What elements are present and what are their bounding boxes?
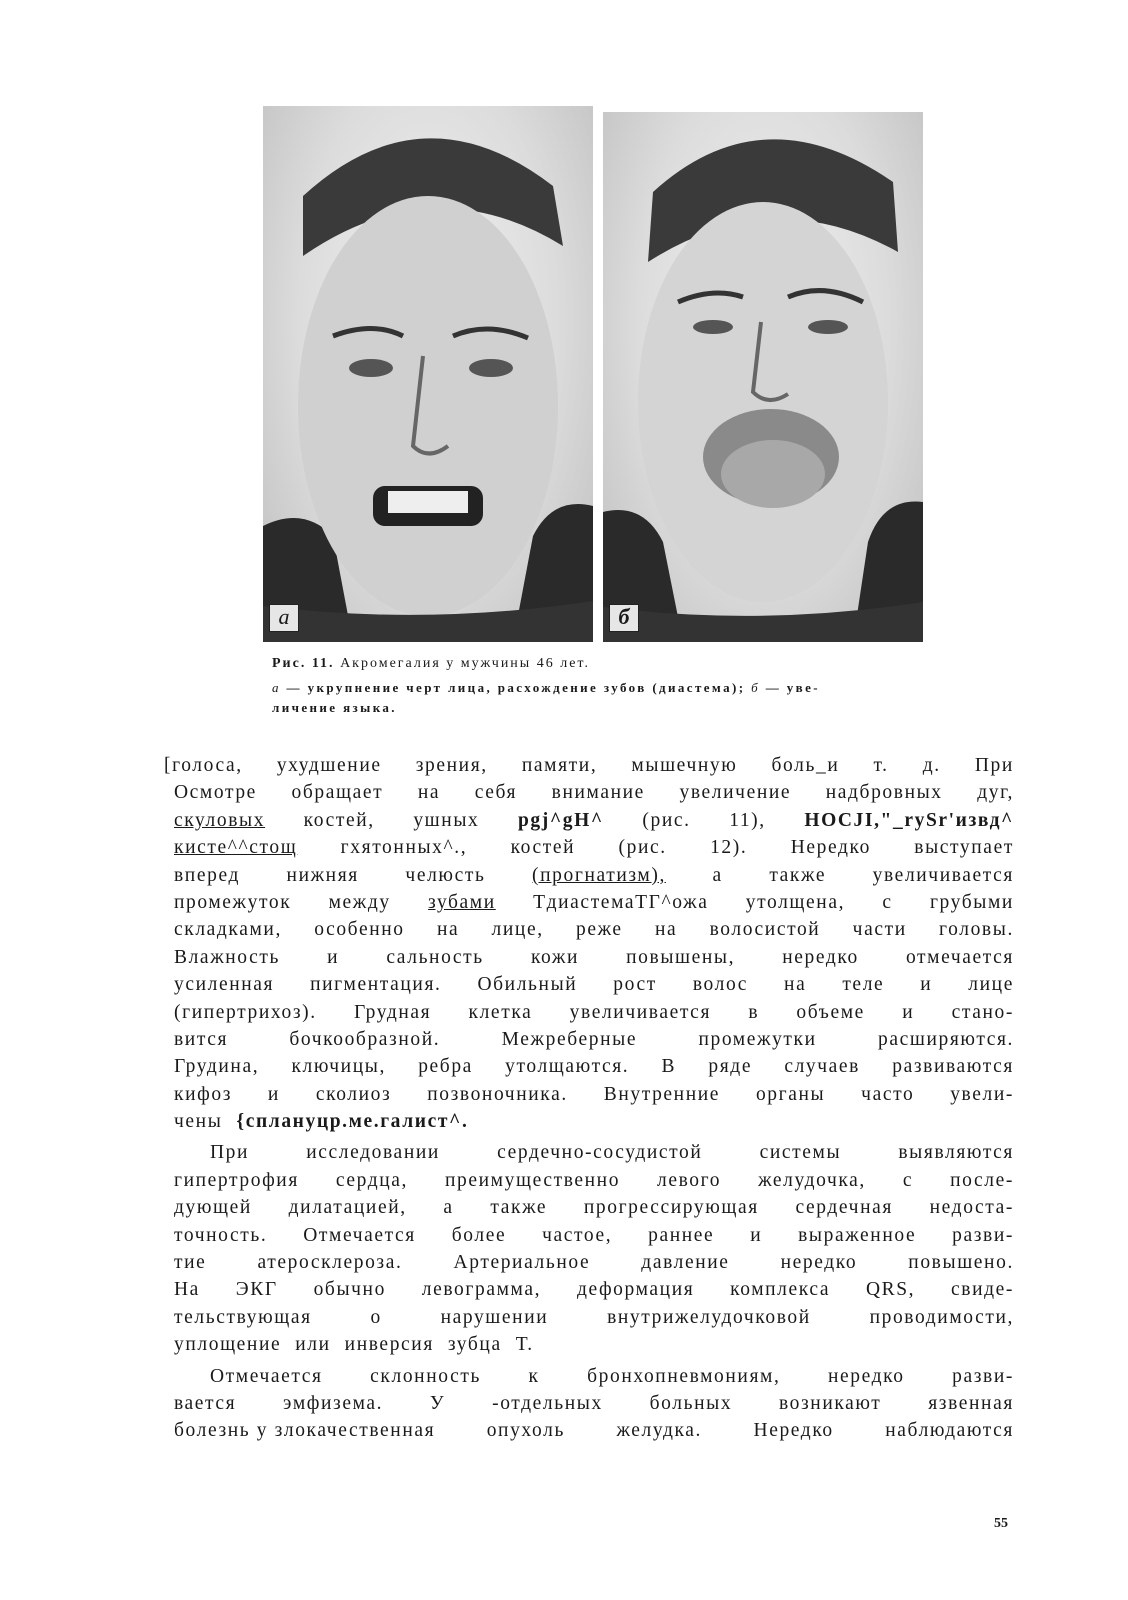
page-number: 55 bbox=[994, 1516, 1008, 1531]
text-word: объеме bbox=[796, 1001, 865, 1023]
text-word: Осмотре bbox=[174, 782, 257, 804]
text-word: преимущественно bbox=[445, 1169, 621, 1191]
text-word: повышено. bbox=[908, 1252, 1014, 1274]
text-word: тие bbox=[174, 1252, 207, 1274]
text-word: отмечается bbox=[905, 946, 1014, 968]
text-word: стано- bbox=[951, 1001, 1014, 1023]
text-word: язвенная bbox=[928, 1392, 1014, 1414]
text-line bbox=[164, 916, 1014, 943]
text-word: а bbox=[712, 864, 723, 886]
text-line bbox=[164, 752, 1014, 779]
text-line bbox=[164, 1139, 1014, 1166]
text-word: разви- bbox=[952, 1365, 1014, 1387]
text-word: {сплануцр.ме.галист^. bbox=[236, 1111, 469, 1133]
text-word: обычно bbox=[313, 1279, 386, 1301]
text-word: и bbox=[902, 1001, 915, 1023]
text-word: с bbox=[882, 891, 893, 913]
text-word: -отдельных bbox=[492, 1392, 603, 1414]
text-word: мышечную bbox=[631, 755, 738, 776]
text-word: На bbox=[174, 1279, 200, 1301]
text-word: также bbox=[769, 864, 827, 886]
text-word: сердца, bbox=[335, 1169, 409, 1191]
text-line bbox=[164, 1194, 1014, 1221]
text-word: Внутренние bbox=[603, 1083, 721, 1105]
text-word: скуловых bbox=[174, 809, 266, 831]
text-word: ЭКГ bbox=[235, 1279, 278, 1301]
text-word: рост bbox=[613, 974, 657, 996]
text-word: При bbox=[974, 755, 1014, 776]
text-word: обращает bbox=[291, 782, 384, 804]
text-word: складками, bbox=[174, 919, 282, 941]
text-word: pgj^gH^ bbox=[517, 809, 604, 831]
text-word: чены bbox=[174, 1111, 223, 1133]
text-word: частое, bbox=[542, 1224, 613, 1246]
text-word: У bbox=[429, 1392, 446, 1414]
text-word: клетка bbox=[468, 1001, 533, 1023]
text-word: органы bbox=[755, 1083, 826, 1105]
text-word: и bbox=[327, 946, 340, 968]
caption-b-letter: б bbox=[751, 680, 761, 695]
text-word: тельствующая bbox=[174, 1306, 312, 1328]
text-word: теле bbox=[842, 974, 885, 996]
text-word: зубца bbox=[447, 1334, 502, 1356]
text-word: свиде- bbox=[951, 1279, 1014, 1301]
text-line bbox=[164, 1249, 1014, 1276]
text-word: часто bbox=[861, 1083, 915, 1105]
portrait-a-image bbox=[263, 106, 593, 642]
text-word: уплощение bbox=[174, 1334, 282, 1356]
text-word: памяти, bbox=[521, 755, 598, 776]
text-word: гхятонных^., bbox=[340, 837, 468, 859]
text-word: о bbox=[370, 1306, 382, 1328]
text-word: болезнь у злокачественная bbox=[174, 1420, 436, 1442]
text-word: и bbox=[920, 974, 933, 996]
text-word: на bbox=[655, 919, 678, 941]
text-line bbox=[164, 999, 1014, 1026]
portrait-b-image bbox=[603, 112, 923, 642]
text-word: (рис. bbox=[642, 809, 691, 831]
text-word: кожи bbox=[530, 946, 579, 968]
text-word: Отмечается bbox=[303, 1224, 416, 1246]
text-word: увели- bbox=[950, 1083, 1014, 1105]
text-word: левограмма, bbox=[421, 1279, 542, 1301]
text-word: разви- bbox=[952, 1224, 1014, 1246]
text-word: (прогнатизм), bbox=[532, 864, 666, 886]
text-word: волос bbox=[692, 974, 749, 996]
text-word: с bbox=[902, 1169, 914, 1191]
text-word: вится bbox=[174, 1028, 229, 1050]
text-line bbox=[164, 1331, 1014, 1358]
text-word: левого bbox=[657, 1169, 722, 1191]
text-line bbox=[164, 1417, 1014, 1444]
text-word: [голоса, bbox=[164, 755, 243, 776]
text-word: случаев bbox=[784, 1056, 860, 1078]
text-line bbox=[164, 1026, 1014, 1053]
text-word: наблюдаются bbox=[885, 1420, 1014, 1442]
text-word: раннее bbox=[648, 1224, 715, 1246]
photo-panel-a bbox=[263, 106, 593, 642]
text-word: утолщена, bbox=[745, 891, 846, 913]
panel-b-label: б bbox=[609, 604, 639, 632]
text-line bbox=[164, 779, 1014, 806]
text-word: желудочка, bbox=[758, 1169, 866, 1191]
text-line bbox=[164, 862, 1014, 889]
text-word: вается bbox=[174, 1392, 237, 1414]
text-word: Межреберные bbox=[501, 1028, 638, 1050]
text-word: промежуток bbox=[174, 891, 292, 913]
text-word: нередко bbox=[782, 946, 859, 968]
text-word: эмфизема. bbox=[283, 1392, 384, 1414]
text-word: точность. bbox=[174, 1224, 268, 1246]
text-line bbox=[164, 1081, 1014, 1108]
text-word: увеличение bbox=[679, 782, 792, 804]
text-word: нарушении bbox=[440, 1306, 549, 1328]
text-word: лице, bbox=[491, 919, 544, 941]
text-word: ухудшение bbox=[276, 755, 382, 776]
text-word: или bbox=[295, 1334, 331, 1356]
caption-lead: Рис. 11. bbox=[272, 656, 335, 671]
text-word: ТдиастемаТГ^ожа bbox=[533, 891, 709, 913]
text-word: на bbox=[417, 782, 441, 804]
text-word: 12). bbox=[710, 837, 748, 859]
text-line bbox=[164, 807, 1014, 834]
text-word: и bbox=[750, 1224, 763, 1246]
text-word: дующей bbox=[174, 1197, 252, 1219]
text-word: гипертрофия bbox=[174, 1169, 299, 1191]
text-word: ребра bbox=[418, 1056, 473, 1078]
text-word: При bbox=[210, 1142, 250, 1164]
text-word: нижняя bbox=[286, 864, 359, 886]
text-word: выступает bbox=[914, 837, 1014, 859]
text-word: д. bbox=[922, 755, 941, 776]
text-word: части bbox=[852, 919, 907, 941]
text-word: грубыми bbox=[929, 891, 1014, 913]
text-word: увеличивается bbox=[872, 864, 1014, 886]
text-line bbox=[164, 1276, 1014, 1303]
text-word: волосистой bbox=[709, 919, 821, 941]
text-word: Нередко bbox=[790, 837, 871, 859]
figure-11 bbox=[263, 106, 923, 646]
text-word: бронхопневмониям, bbox=[587, 1365, 781, 1387]
text-word: Грудина, bbox=[174, 1056, 260, 1078]
text-word: сальность bbox=[386, 946, 484, 968]
text-word: системы bbox=[759, 1142, 842, 1164]
text-word: кисте^^стощ bbox=[174, 837, 298, 859]
text-word: лице bbox=[968, 974, 1014, 996]
photo-panel-b bbox=[603, 112, 923, 642]
text-word: внимание bbox=[551, 782, 645, 804]
text-word: В bbox=[661, 1056, 677, 1078]
text-word: желудка. bbox=[616, 1420, 703, 1442]
text-line bbox=[164, 1167, 1014, 1194]
text-word: выраженное bbox=[798, 1224, 917, 1246]
text-word: повышены, bbox=[626, 946, 736, 968]
text-word: после- bbox=[950, 1169, 1014, 1191]
text-word: боль_и bbox=[771, 755, 840, 776]
text-word: внутрижелудочковой bbox=[607, 1306, 811, 1328]
text-word: т. bbox=[873, 755, 889, 776]
text-word: также bbox=[490, 1197, 548, 1219]
text-word: (гипертрихоз). bbox=[174, 1001, 317, 1023]
text-word: на bbox=[436, 919, 460, 941]
text-word: утолщаются. bbox=[505, 1056, 630, 1078]
text-word: а bbox=[443, 1197, 454, 1219]
text-word: костей bbox=[510, 837, 576, 859]
text-line bbox=[164, 1304, 1014, 1331]
text-word: ушных bbox=[413, 809, 480, 831]
text-word: надбровных bbox=[825, 782, 943, 804]
text-word: костей, bbox=[303, 809, 375, 831]
caption-title: Акромегалия у мужчины 46 лет. bbox=[340, 656, 590, 671]
text-word: сердечно-сосудистой bbox=[497, 1142, 703, 1164]
text-word: исследовании bbox=[306, 1142, 440, 1164]
panel-a-label: а bbox=[269, 604, 299, 632]
text-word: позвоночника. bbox=[427, 1083, 568, 1105]
text-word: ряде bbox=[708, 1056, 753, 1078]
text-word: HOCJI,"_rySr'извд^ bbox=[804, 809, 1014, 831]
text-word: к bbox=[528, 1365, 540, 1387]
text-word: дилатацией, bbox=[288, 1197, 407, 1219]
text-word: возникают bbox=[778, 1392, 882, 1414]
text-word: проводимости, bbox=[869, 1306, 1014, 1328]
text-word: головы. bbox=[939, 919, 1014, 941]
text-word: особенно bbox=[314, 919, 405, 941]
text-word: комплекса bbox=[730, 1279, 831, 1301]
text-word: бочкообразной. bbox=[289, 1028, 441, 1050]
text-word: атеросклероза. bbox=[257, 1252, 403, 1274]
text-word: реже bbox=[576, 919, 623, 941]
text-word: между bbox=[328, 891, 391, 913]
text-word: больных bbox=[649, 1392, 733, 1414]
text-word: инверсия bbox=[344, 1334, 434, 1356]
text-word: развиваются bbox=[892, 1056, 1014, 1078]
text-line bbox=[164, 1390, 1014, 1417]
text-line bbox=[164, 944, 1014, 971]
text-word: (рис. bbox=[618, 837, 667, 859]
text-line bbox=[164, 1363, 1014, 1390]
text-word: Грудная bbox=[353, 1001, 432, 1023]
text-line bbox=[164, 1108, 1014, 1135]
text-word: усиленная bbox=[174, 974, 275, 996]
caption-desc-a: — укрупнение черт лица, расхождение зубов (диастема); bbox=[280, 680, 746, 695]
text-line bbox=[164, 1053, 1014, 1080]
text-word: прогрессирующая bbox=[583, 1197, 759, 1219]
caption-description bbox=[272, 678, 912, 718]
text-word: нередко bbox=[780, 1252, 858, 1274]
text-line bbox=[164, 1222, 1014, 1249]
text-word: кифоз bbox=[174, 1083, 232, 1105]
text-word: сколиоз bbox=[315, 1083, 392, 1105]
text-word: Артериальное bbox=[453, 1252, 591, 1274]
text-word: Нередко bbox=[753, 1420, 834, 1442]
text-word: QRS, bbox=[865, 1279, 916, 1301]
text-word: увеличивается bbox=[569, 1001, 712, 1023]
text-word: нередко bbox=[827, 1365, 905, 1387]
text-word: Т. bbox=[515, 1334, 534, 1356]
text-word: Влажность bbox=[174, 946, 281, 968]
text-line bbox=[164, 971, 1014, 998]
text-word: челюсть bbox=[405, 864, 486, 886]
figure-caption bbox=[272, 656, 912, 718]
text-word: себя bbox=[474, 782, 518, 804]
caption-desc-b: — уве- bbox=[760, 680, 820, 695]
caption-desc-b2: личение языка. bbox=[272, 700, 397, 715]
text-word: на bbox=[784, 974, 807, 996]
text-word: пигментация. bbox=[310, 974, 442, 996]
text-word: опухоль bbox=[486, 1420, 565, 1442]
text-word: Отмечается bbox=[210, 1365, 323, 1387]
text-word: 11), bbox=[729, 809, 766, 831]
text-line bbox=[164, 834, 1014, 861]
text-word: давление bbox=[641, 1252, 730, 1274]
text-word: Обильный bbox=[477, 974, 578, 996]
text-word: склонность bbox=[370, 1365, 481, 1387]
text-word: сердечная bbox=[795, 1197, 893, 1219]
body-text bbox=[164, 752, 1014, 1445]
caption-a-letter: а bbox=[272, 680, 281, 695]
text-line bbox=[164, 889, 1014, 916]
text-word: дуг, bbox=[977, 782, 1014, 804]
text-word: расширяются. bbox=[878, 1028, 1014, 1050]
text-word: ключицы, bbox=[291, 1056, 386, 1078]
text-word: промежутки bbox=[698, 1028, 817, 1050]
text-word: в bbox=[748, 1001, 760, 1023]
text-word: деформация bbox=[576, 1279, 695, 1301]
text-word: и bbox=[267, 1083, 280, 1105]
text-word: вперед bbox=[174, 864, 240, 886]
text-word: зубами bbox=[428, 891, 496, 913]
caption-title-line bbox=[272, 656, 912, 672]
text-word: недоста- bbox=[929, 1197, 1014, 1219]
text-word: более bbox=[451, 1224, 507, 1246]
text-word: зрения, bbox=[415, 755, 488, 776]
text-word: выявляются bbox=[898, 1142, 1014, 1164]
